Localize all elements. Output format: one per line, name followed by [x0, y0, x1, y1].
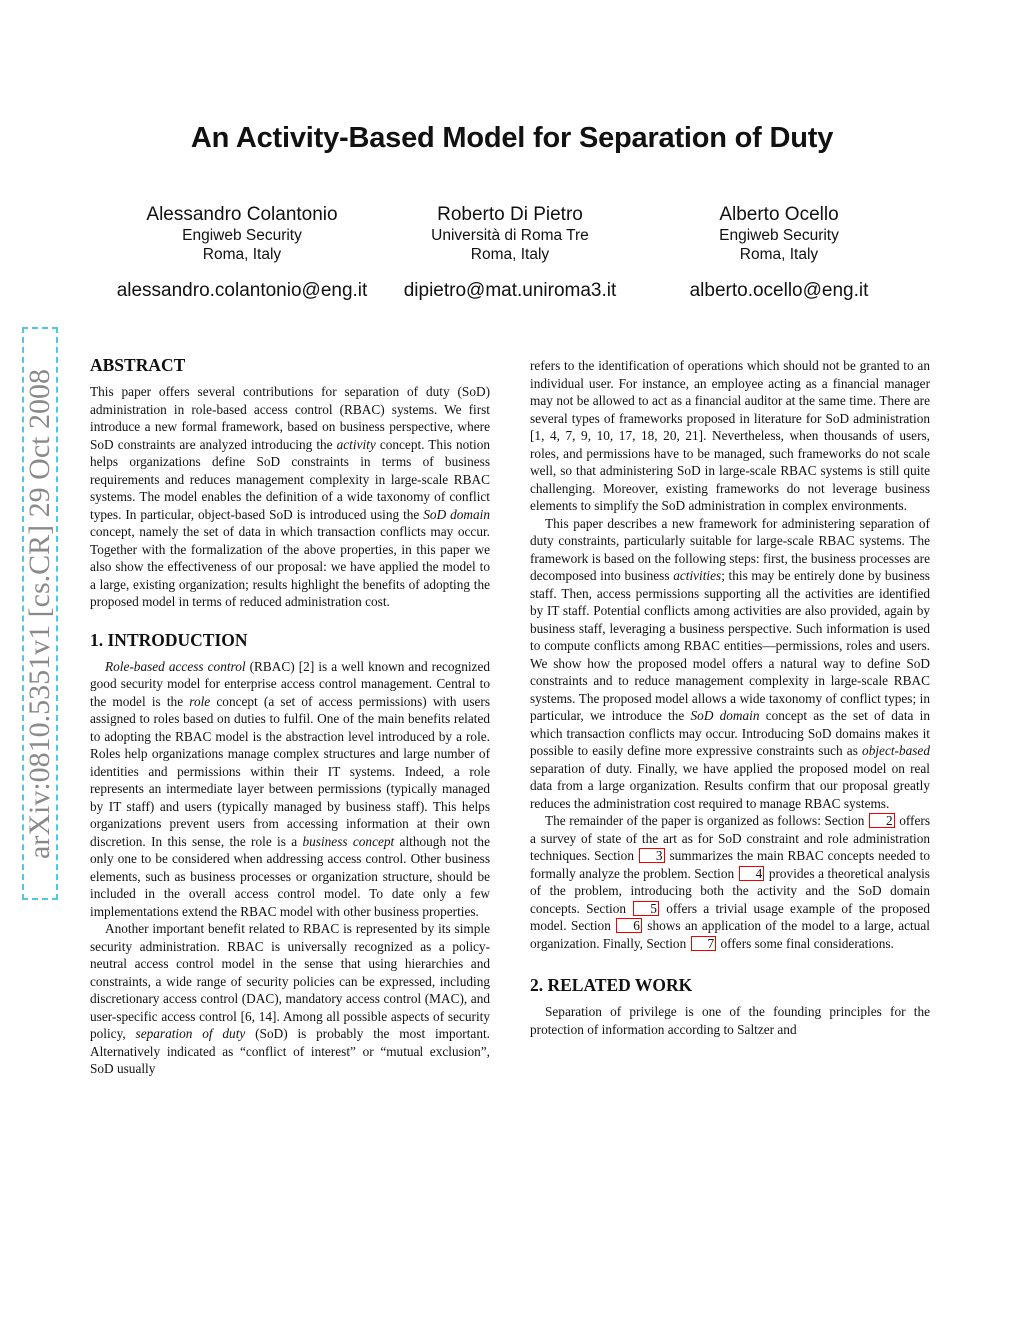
author-location: Roma, Italy [470, 246, 550, 263]
section-link[interactable]: 6 [616, 918, 642, 933]
author-email[interactable]: alessandro.colantonio@eng.it [116, 280, 368, 301]
author-block [360, 204, 660, 302]
author-name: Alberto Ocello [719, 204, 839, 225]
section-link[interactable]: 4 [739, 866, 765, 881]
arxiv-id: arXiv:0810.5351v1 [cs.CR] 29 Oct 2008 [23, 368, 56, 859]
body-paragraph: This paper describes a new framework for administering separation of duty constraints, particularly suitable for large-scale RBAC systems. The framework is based on the following steps: first, the business processes are decomposed into business activities; this may be entirely done by business staff. Then, access permissions supporting all the activities are identified by IT staff. Potential conflicts among activities are also provided, again by business staff, leveraging a business perspective. Such information is used to compute conflicts among RBAC entities—permissions, roles and users. We show how the proposed model offers a natural way to define SoD constraints and to reduce management complexity in large-scale RBAC systems. The proposed model allows a wide taxonomy of conflict types; in particular, we introduce the SoD domain concept as the set of data in which transaction conflicts may occur. Introducing SoD domains makes it possible to easily define more expressive constraints such as object-based separation of duty. Finally, we have applied the proposed model on real data from a large organization. Results confirm that our proposal greatly reduces the administration cost required to manage RBAC systems. [530, 515, 930, 811]
intro-paragraph: Another important benefit related to RBAC is represented by its simple security administration. RBAC is universally recognized as a policy-neutral access control model in the sense that using hierarchies and constraints, a wide range of security policies can be expressed, including discretionary access control (DAC), mandatory access control (MAC), and user-specific access control [6, 14]. Among all possible aspects of security policy, separation of duty (SoD) is probably the most important. Alternatively indicated as “conflict of interest” or “mutual exclusion”, SoD usually [90, 921, 490, 1076]
section-link[interactable]: 3 [639, 848, 665, 863]
left-column [90, 354, 490, 1078]
body-paragraph: Separation of privilege is one of the founding principles for the protection of information according to Saltzer and [530, 1004, 930, 1037]
author-affiliation: Engiweb Security [719, 227, 839, 244]
related-work-heading: 2. RELATED WORK [530, 975, 693, 995]
author-block [92, 204, 392, 302]
outline-paragraph: The remainder of the paper is organized as follows: Section 2 offers a survey of state of the art as for SoD constraint and role administration techniques. Section 3 summarizes the main RBAC concepts needed to formally analyze the problem. Section 4 provides a theoretical analysis of the problem, introducing both the activity and the SoD domain concepts. Section 5 offers a trivial usage example of the proposed model. Section 6 shows an application of the model to a large, actual organization. Finally, Section 7 offers some final considerations. [530, 813, 930, 951]
introduction-heading: 1. INTRODUCTION [90, 629, 248, 650]
author-email[interactable]: alberto.ocello@eng.it [689, 280, 869, 301]
right-column [530, 357, 930, 1038]
section-link[interactable]: 2 [869, 813, 895, 828]
section-link[interactable]: 5 [633, 901, 659, 916]
arxiv-stamp[interactable] [22, 327, 58, 900]
author-affiliation: Università di Roma Tre [431, 227, 589, 244]
body-paragraph: refers to the identification of operations which should not be granted to an individual user. For instance, an employee acting as a financial manager may not be allowed to act as a financial auditor at the same time. There are several types of frameworks proposed in literature for SoD administration [1, 4, 7, 9, 10, 17, 18, 20, 21]. Nevertheless, when thousands of users, roles, and permissions have to be managed, such frameworks do not scale well, so that administering SoD in large-scale RBAC systems is still quite challenging. Moreover, existing frameworks do not leverage business elements to simplify the SoD administration in complex environments. [530, 358, 930, 513]
author-email[interactable]: dipietro@mat.uniroma3.it [403, 280, 617, 301]
author-name: Roberto Di Pietro [437, 204, 583, 225]
author-block [629, 204, 929, 302]
author-location: Roma, Italy [739, 246, 819, 263]
author-location: Roma, Italy [202, 246, 282, 263]
section-link[interactable]: 7 [691, 936, 717, 951]
intro-paragraph: Role-based access control (RBAC) [2] is a well known and recognized good security model for enterprise access control management. Central to the model is the role concept (a set of access permissions) with users assigned to roles based on duties to fulfil. One of the main benefits related to adopting the RBAC model is the abstraction level introduced by a role. Roles help organizations manage complex structures and large number of identities and permissions within their IT systems. Indeed, a role represents an intermediate layer between permissions (typically managed by IT staff) and users (typically managed by business staff). This helps organizations prevent users from accessing information at their own discretion. In this sense, the role is a business concept although not the only one to be considered when addressing access control. Other business elements, such as business processes or organization structure, should be included in the overall access control model. To date only a few implementations extend the RBAC model with other business properties. [90, 658, 490, 919]
paper-title: An Activity-Based Model for Separation of Duty [190, 122, 834, 154]
abstract-paragraph: This paper offers several contributions for separation of duty (SoD) administration in role-based access control (RBAC) systems. We first introduce a new formal framework, based on business perspective, where SoD constraints are analyzed introducing the activity concept. This notion helps organizations define SoD constraints in terms of business requirements and reduces management complexity in large-scale RBAC systems. The model enables the definition of a wide taxonomy of conflict types. In particular, object-based SoD is introduced using the SoD domain concept, namely the set of data in which transaction conflicts may occur. Together with the formalization of the above properties, in this paper we also show the effectiveness of our proposal: we have applied the model to a large, existing organization; results highlight the benefits of adopting the proposed model in terms of reduced administration cost. [90, 384, 490, 609]
abstract-heading: ABSTRACT [90, 355, 186, 375]
author-affiliation: Engiweb Security [182, 227, 302, 244]
author-name: Alessandro Colantonio [146, 204, 338, 225]
